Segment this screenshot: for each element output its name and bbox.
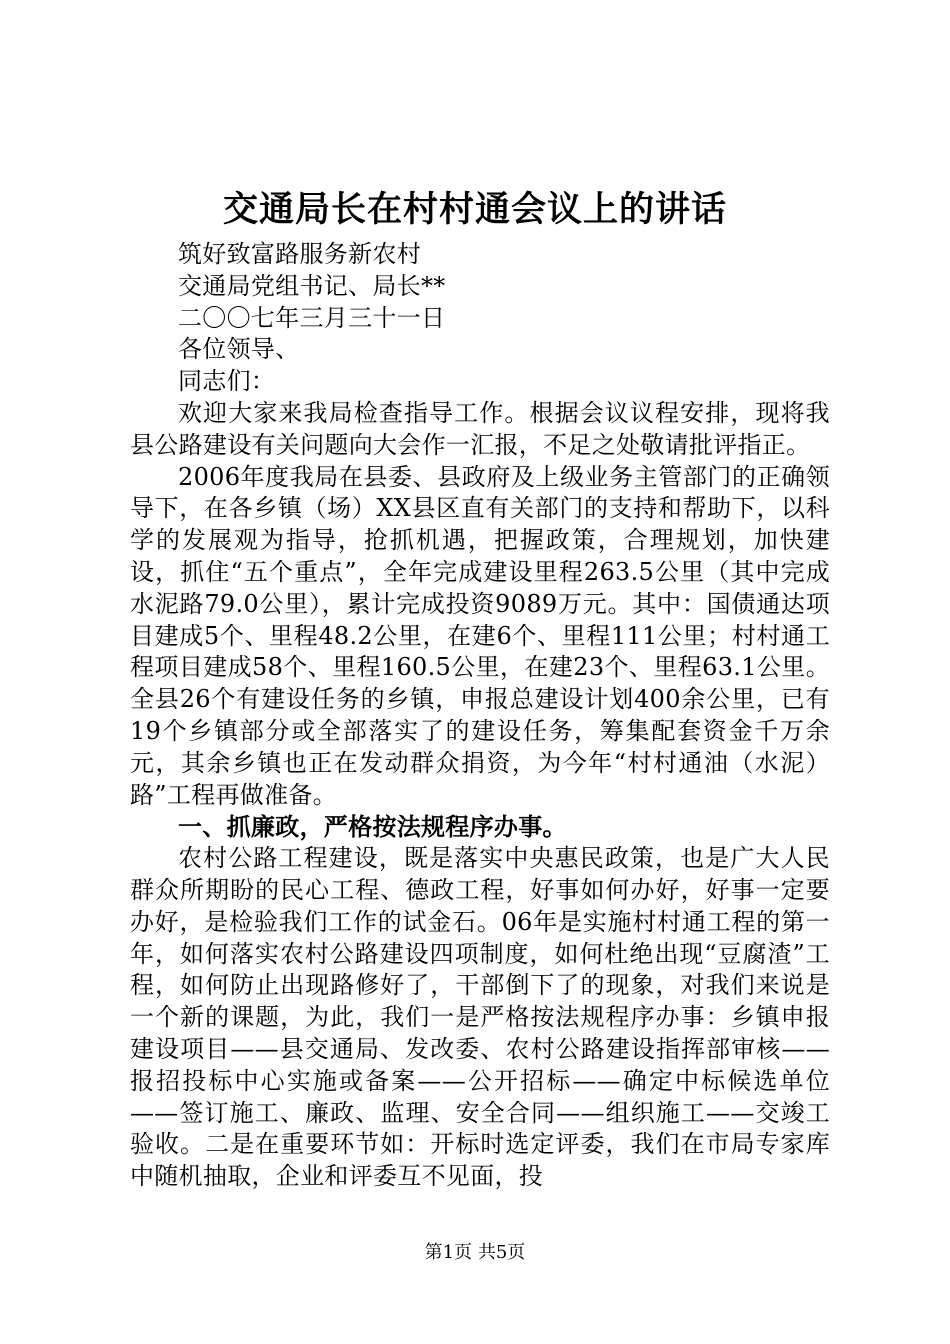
page-footer: 第1页 共5页 (424, 1242, 526, 1263)
salutation-leaders: 各位领导、 (178, 335, 300, 364)
paragraph-summary-2006: 2006年度我局在县委、县政府及上级业务主管部门的正确领导下，在各乡镇（场）XX县区直有关部门的支持和帮助下，以科学的发展观为指导，抢抓机遇，把握政策，合理规划，加快建设，抓住“五个重点”，全年完成建设里程263.5公里（其中完成水泥路79.0公里），累计完成投资9089万元。其中：国债通达项目建成5个、里程48.2公里，在建6个、里程111公里；村村通工程项目建成58个、里程160.5公里，在建23个、里程63.1公里。全县26个有建设任务的乡镇，申报总建设计划400余公里，已有19个乡镇部分或全部落实了的建设任务，筹集配套资金千万余元，其余乡镇也正在发动群众捐资，为今年“村村通油（水泥）路”工程再做准备。 (130, 462, 830, 809)
document-body (130, 239, 830, 1193)
document-title: 交通局长在村村通会议上的讲话 (222, 189, 727, 230)
paragraph-section-1: 农村公路工程建设，既是落实中央惠民政策，也是广大人民群众所期盼的民心工程、德政工程，好事如何办好，好事一定要办好，是检验我们工作的试金石。06年是实施村村通工程的第一年，如何落实农村公路建设四项制度，如何杜绝出现“豆腐渣”工程，如何防止出现路修好了，干部倒下了的现象，对我们来说是一个新的课题，为此，我们一是严格按法规程序办事：乡镇申报建设项目——县交通局、发改委、农村公路建设指挥部审核——报招投标中心实施或备案——公开招标——确定中标候选单位——签订施工、廉政、监理、安全合同——组织施工——交竣工验收。二是在重要环节如：开标时选定评委，我们在市局专家库中随机抽取，企业和评委互不见面，投 (130, 844, 830, 1191)
date-line: 二〇〇七年三月三十一日 (178, 303, 446, 332)
paragraph-welcome: 欢迎大家来我局检查指导工作。根据会议议程安排，现将我县公路建设有关问题向大会作一汇报，不足之处敬请批评指正。 (130, 398, 830, 459)
section-heading-1: 一、抓廉政，严格按法规程序办事。 (178, 812, 567, 842)
document-subtitle: 筑好致富路服务新农村 (178, 240, 421, 268)
speaker-line: 交通局党组书记、局长** (178, 271, 446, 300)
salutation-comrades: 同志们： (178, 367, 276, 396)
